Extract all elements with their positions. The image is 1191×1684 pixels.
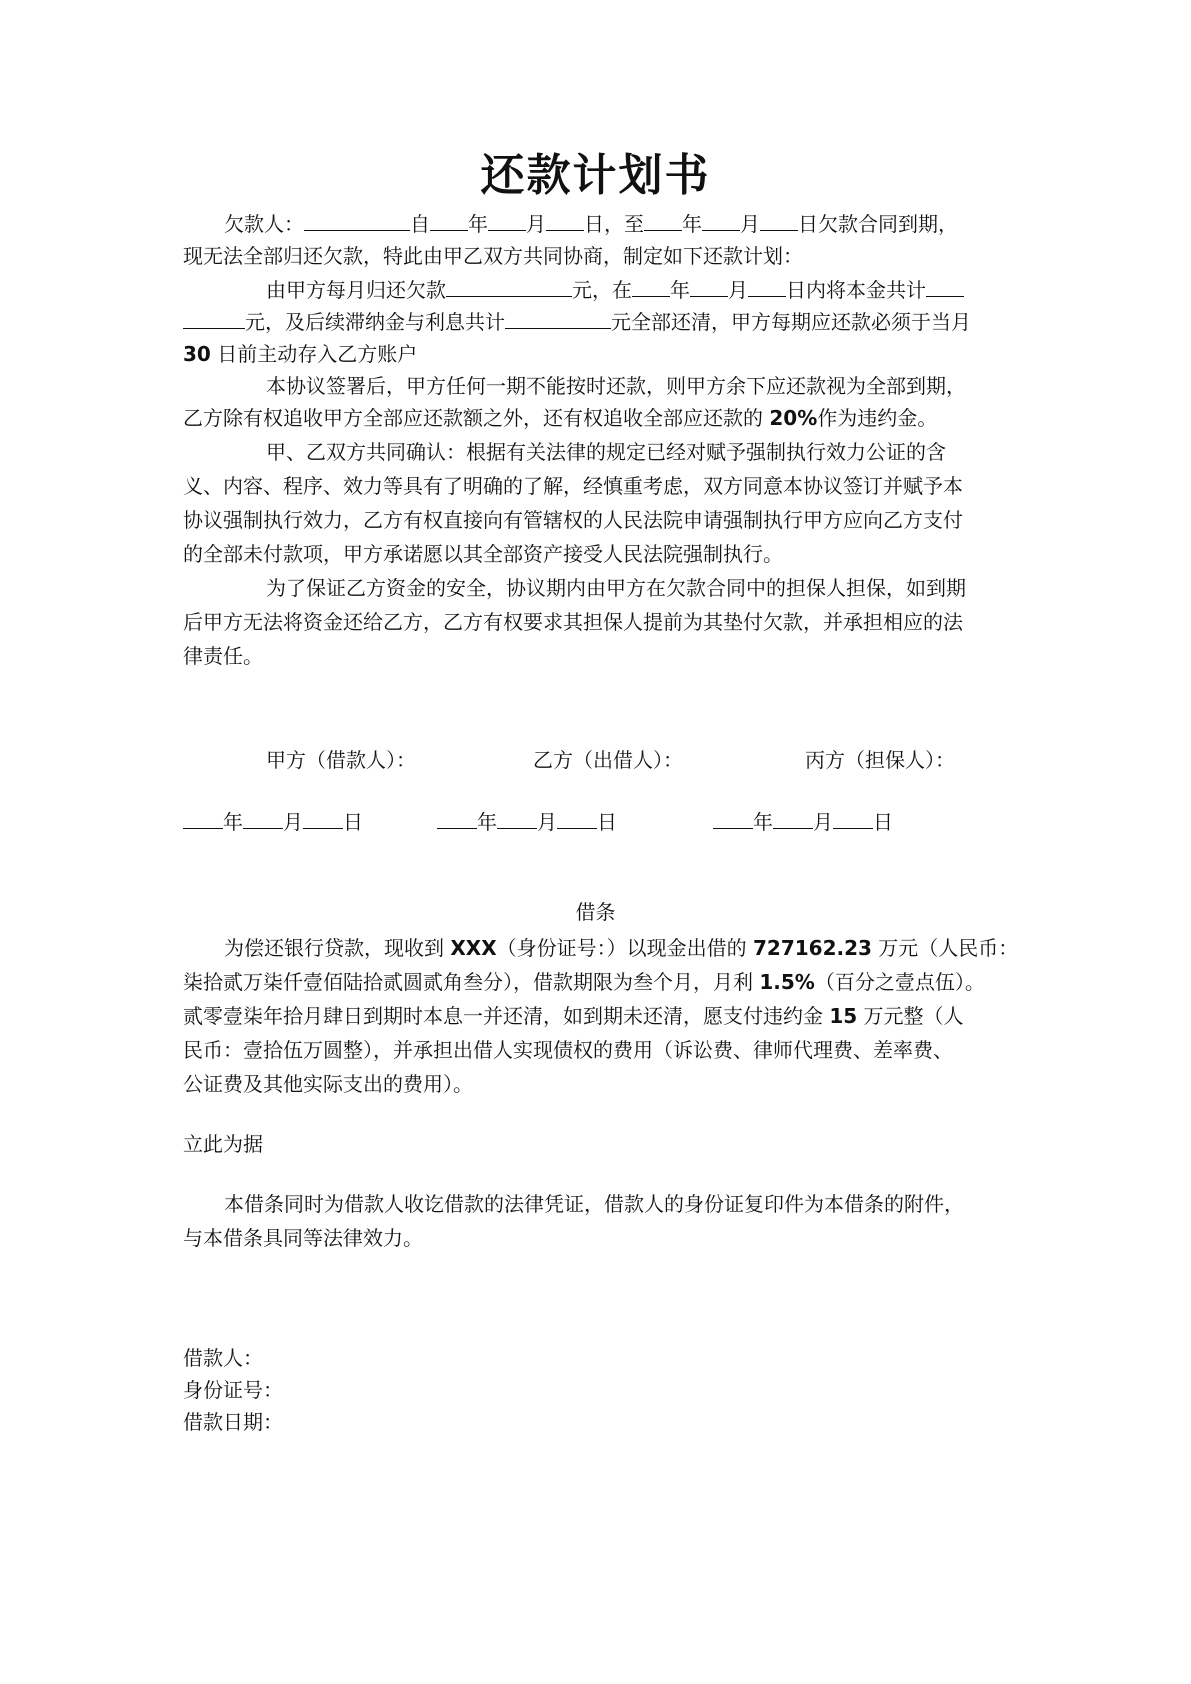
party-c-label: 丙方（担保人）： <box>805 748 955 772</box>
debtor-blank <box>304 208 410 231</box>
party-a-label: 甲方（借款人）： <box>266 748 416 772</box>
plan-p5-line2: 后甲方无法将资金还给乙方，乙方有权要求其担保人提前为其垫付欠款，并承担相应的法 <box>183 610 963 634</box>
plan-p2-line1: 由甲方每月归还欠款 元，在 年 月 日内将本金共计 <box>266 274 964 306</box>
iou-basis: 立此为据 <box>183 1132 263 1156</box>
party-b-label: 乙方（出借人）： <box>533 748 683 772</box>
plan-p4-line2: 义、内容、程序、效力等具有了明确的了解，经慎重考虑，双方同意本协议签订并赋予本 <box>183 474 963 498</box>
iou-p1-line1: 为偿还银行贷款，现收到 XXX（身份证号：）以现金出借的 727162.23 万元（人民币： <box>224 936 1019 960</box>
iou-p1-line3: 贰零壹柒年拾月肆日到期时本息一并还清，如到期未还清，愿支付违约金 15 万元整（人 <box>183 1004 964 1028</box>
plan-p3-line2: 乙方除有权追收甲方全部应还款额之外，还有权追收全部应还款的 20%作为违约金。 <box>183 406 938 430</box>
iou-p2-line1: 本借条同时为借款人收讫借款的法律凭证，借款人的身份证复印件为本借条的附件， <box>224 1192 964 1216</box>
party-c-date: 年 月 日 <box>713 806 893 838</box>
plan-p4-line3: 协议强制执行效力，乙方有权直接向有管辖权的人民法院申请强制执行甲方应向乙方支付 <box>183 508 963 532</box>
id-number-label: 身份证号： <box>183 1378 283 1402</box>
plan-p1-line1: 欠款人： 自 年 月 日，至 年 月 日欠款合同到期， <box>224 208 958 240</box>
plan-p5-line3: 律责任。 <box>183 644 263 668</box>
party-a-date: 年 月 日 <box>183 806 363 838</box>
plan-p4-line1: 甲、乙双方共同确认：根据有关法律的规定已经对赋予强制执行效力公证的含 <box>266 440 946 464</box>
plan-p2-line2: 元，及后续滞纳金与利息共计 元全部还清，甲方每期应还款必须于当月 <box>183 306 971 338</box>
iou-p1-line5: 公证费及其他实际支出的费用）。 <box>183 1072 473 1096</box>
iou-p1-line2: 柒拾贰万柒仟壹佰陆拾贰圆贰角叁分），借款期限为叁个月，月利 1.5%（百分之壹点伍）。 <box>183 970 985 994</box>
party-b-date: 年 月 日 <box>437 806 617 838</box>
document-title: 还款计划书 <box>480 150 711 201</box>
plan-p3-line1: 本协议签署后，甲方任何一期不能按时还款，则甲方余下应还款视为全部到期， <box>266 374 966 398</box>
plan-p4-line4: 的全部未付款项，甲方承诺愿以其全部资产接受人民法院强制执行。 <box>183 542 783 566</box>
iou-p2-line2: 与本借条具同等法律效力。 <box>183 1226 423 1250</box>
iou-p1-line4: 民币：壹拾伍万圆整），并承担出借人实现债权的费用（诉讼费、律师代理费、差率费、 <box>183 1038 953 1062</box>
plan-p5-line1: 为了保证乙方资金的安全，协议期内由甲方在欠款合同中的担保人担保，如到期 <box>266 576 966 600</box>
plan-p2-line3: 30 日前主动存入乙方账户 <box>183 342 418 366</box>
iou-heading: 借条 <box>575 900 616 924</box>
borrower-label: 借款人： <box>183 1346 263 1370</box>
loan-date-label: 借款日期： <box>183 1410 283 1434</box>
plan-p1-line2: 现无法全部归还欠款，特此由甲乙双方共同协商，制定如下还款计划： <box>183 244 803 268</box>
